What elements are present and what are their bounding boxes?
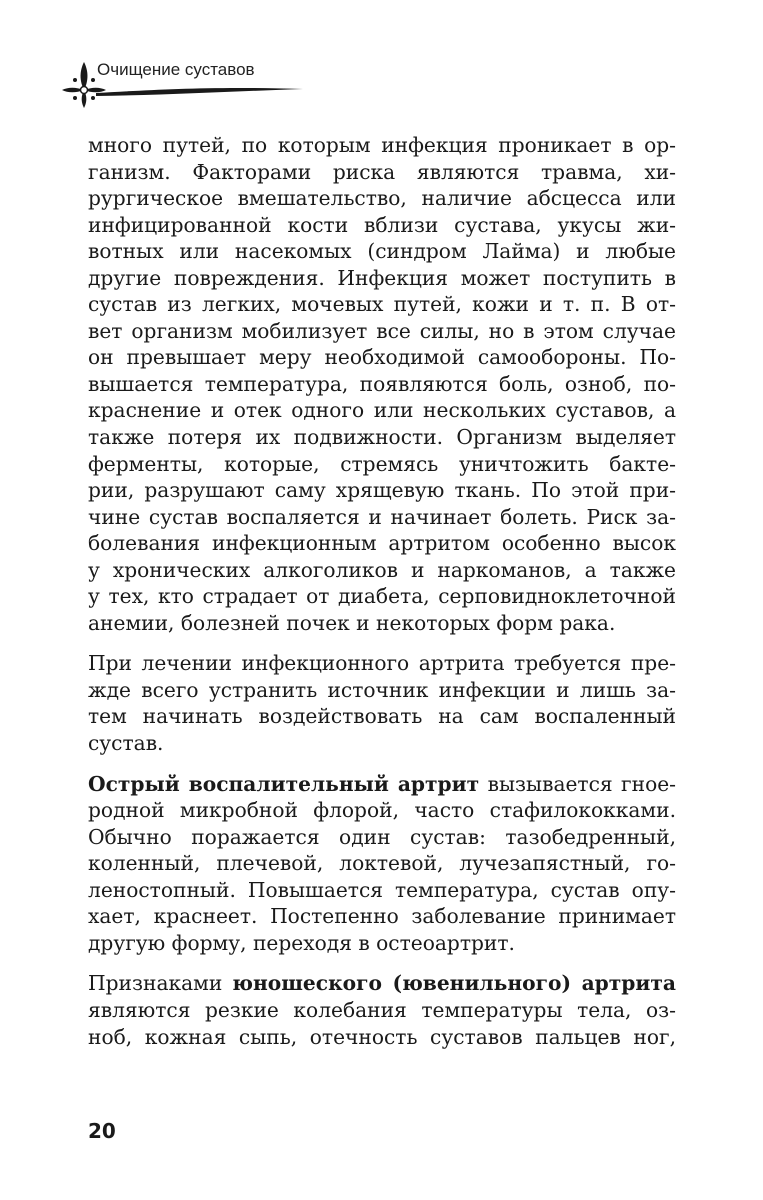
paragraph-acute-arthritis xyxy=(88,771,676,957)
term-acute-arthritis: Острый воспалительный артрит xyxy=(88,771,480,796)
text-line: сустав. xyxy=(88,731,164,756)
text-run: Признаками xyxy=(88,971,233,996)
text-line: он превышает меру необходимой самообороны. По- xyxy=(88,345,676,370)
text-line: у хронических алкоголиков и наркоманов, а также xyxy=(88,557,676,582)
text-line: тем начинать воздействовать на сам воспаленный xyxy=(88,704,676,729)
body-text xyxy=(88,132,676,1064)
text-line: жде всего устранить источник инфекции и лишь за- xyxy=(88,677,676,702)
text-line: Обычно поражается один сустав: тазобедренный, xyxy=(88,824,676,849)
text-line: у тех, кто страдает от диабета, серповидноклеточной xyxy=(88,584,676,609)
text-line: другие повреждения. Инфекция может поступить в xyxy=(88,265,676,290)
page-number: 20 xyxy=(88,1119,116,1143)
text-line: чине сустав воспаляется и начинает болеть. Риск за- xyxy=(88,504,676,529)
term-juvenile-arthritis: юношеского (ювенильного) артрита xyxy=(232,971,676,996)
text-line: ферменты, которые, стремясь уничтожить бакте- xyxy=(88,451,676,476)
text-line: много путей, по которым инфекция проникает в ор- xyxy=(88,133,676,157)
paragraph-juvenile-arthritis xyxy=(88,970,676,1050)
text-line: ноб, кожная сыпь, отечность суставов пальцев ног, xyxy=(88,1024,676,1049)
text-line: коленный, плечевой, локтевой, лучезапястный, го- xyxy=(88,851,676,876)
text-line: болевания инфекционным артритом особенно высок xyxy=(88,531,676,556)
text-line: леностопный. Повышается температура, сустав опу- xyxy=(88,877,676,902)
text-line: ганизм. Факторами риска являются травма, хи- xyxy=(88,159,676,184)
text-line: хает, краснеет. Постепенно заболевание принимает xyxy=(88,904,676,929)
text-line: анемии, болезней почек и некоторых форм рака. xyxy=(88,610,616,635)
running-header xyxy=(60,50,320,110)
text-line: сустав из легких, мочевых путей, кожи и т. п. В от- xyxy=(88,292,676,317)
text-line: являются резкие колебания температуры тела, оз- xyxy=(88,997,676,1022)
paragraph-treatment xyxy=(88,650,676,756)
text-run: вызывается гное- xyxy=(479,771,676,796)
running-header-title: Очищение суставов xyxy=(97,60,255,79)
text-line: инфицированной кости вблизи сустава, укусы жи- xyxy=(88,212,676,237)
text-line xyxy=(88,771,676,798)
paragraph-infection-routes xyxy=(88,132,676,636)
fleuron-ornament-icon xyxy=(60,50,320,110)
text-line: родной микробной флорой, часто стафилококками. xyxy=(88,798,676,823)
text-line: вотных или насекомых (синдром Лайма) и любые xyxy=(88,239,676,264)
text-line: рии, разрушают саму хрящевую ткань. По этой при- xyxy=(88,478,676,503)
text-line: При лечении инфекционного артрита требуется пре- xyxy=(88,651,676,676)
text-line: краснение и отек одного или нескольких суставов, а xyxy=(88,398,676,423)
text-line: вышается температура, появляются боль, озноб, по- xyxy=(88,371,676,396)
text-line: также потеря их подвижности. Организм выделяет xyxy=(88,425,676,450)
text-line: рургическое вмешательство, наличие абсцесса или xyxy=(88,186,676,211)
text-line xyxy=(88,970,676,997)
text-line: другую форму, переходя в остеоартрит. xyxy=(88,930,515,955)
text-line: вет организм мобилизует все силы, но в этом случае xyxy=(88,318,676,343)
